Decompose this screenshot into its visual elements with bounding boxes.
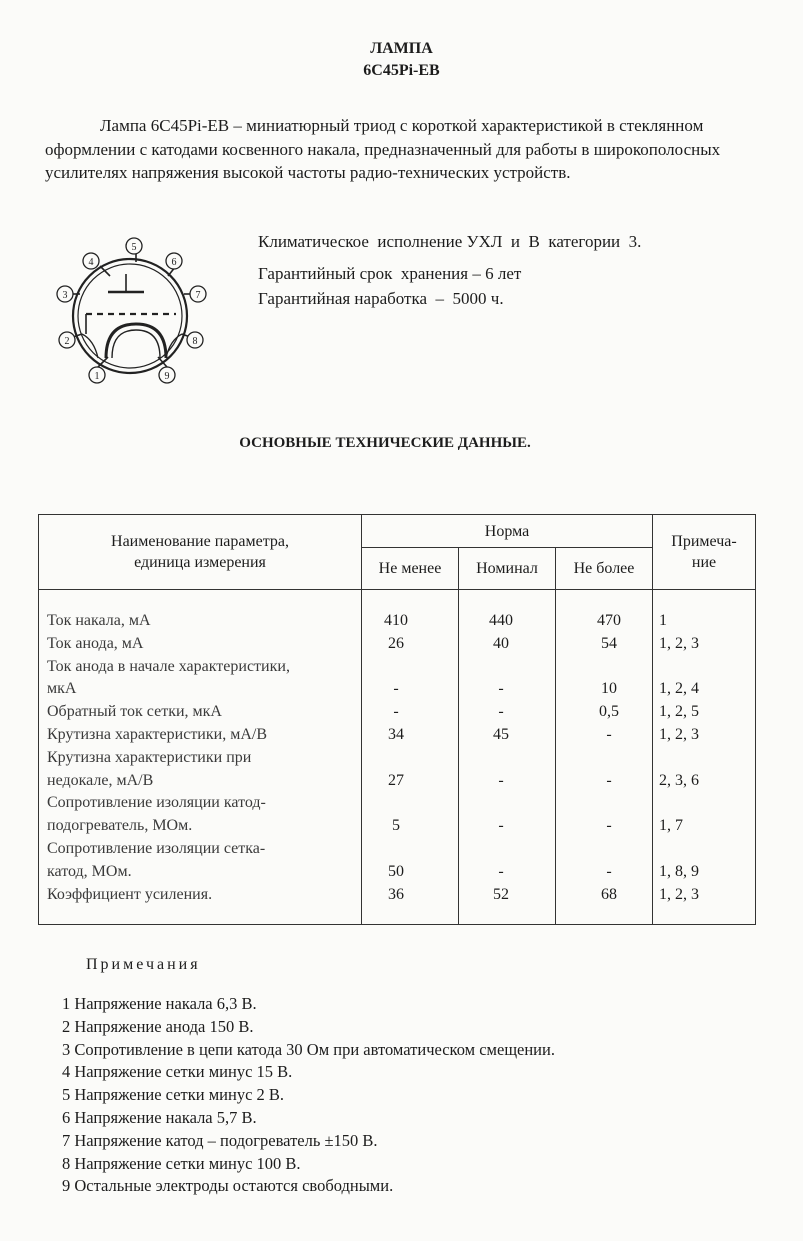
storage-info: Гарантийный срок хранения – 6 лет (258, 264, 522, 283)
max-value: - (606, 862, 612, 880)
max-column (556, 590, 653, 925)
pin-4-label: 4 (88, 257, 94, 268)
note-item: 1 Напряжение накала 6,3 В. (62, 994, 257, 1013)
spec-table (38, 514, 756, 925)
nom-value (459, 656, 555, 679)
pin-3-label: 3 (62, 290, 68, 301)
header-note-line1: Примеча- (671, 533, 737, 550)
document-title: ЛАМПА (370, 40, 433, 57)
param-line: катод, МОм. (47, 862, 132, 880)
min-value: 36 (388, 885, 404, 903)
note-item: 8 Напряжение сетки минус 100 В. (62, 1153, 301, 1173)
min-value: 410 (384, 612, 408, 629)
header-nom: Номинал (459, 548, 556, 590)
param-line: недокале, мА/В (47, 771, 154, 789)
nom-value (459, 792, 555, 815)
note-item: 4 Напряжение сетки минус 15 В. (62, 1062, 293, 1082)
note-ref (659, 656, 755, 679)
nom-value: - (498, 703, 504, 721)
header-min: Не менее (362, 548, 459, 590)
min-value: - (393, 680, 399, 698)
tube-pinout-diagram (48, 236, 213, 386)
notes-list (62, 993, 555, 1198)
max-value: 0,5 (599, 703, 619, 721)
param-line: Ток накала, мА (47, 612, 151, 629)
min-value: - (393, 703, 399, 721)
min-value (362, 747, 458, 770)
note-item: 2 Напряжение анода 150 В. (62, 1016, 254, 1036)
section-title: ОСНОВНЫЕ ТЕХНИЧЕСКИЕ ДАННЫЕ. (239, 435, 531, 451)
min-value: 27 (388, 771, 404, 789)
min-value: 5 (392, 817, 400, 835)
intro-paragraph (45, 114, 725, 185)
max-value (556, 747, 652, 770)
header-note-line2: ние (691, 554, 717, 571)
pin-6-label: 6 (171, 257, 177, 268)
param-line: Сопротивление изоляции катод- (47, 794, 266, 812)
note-ref: 1, 2, 3 (659, 634, 700, 652)
note-ref: 1, 2, 3 (659, 725, 700, 743)
tube-model: 6С45Pi-EB (363, 62, 440, 79)
max-value (556, 792, 652, 815)
note-item: 9 Остальные электроды остаются свободными. (62, 1176, 394, 1196)
note-item: 6 Напряжение накала 5,7 В. (62, 1107, 257, 1127)
param-line: Крутизна характеристики, мА/В (47, 725, 267, 743)
note-item: 3 Сопротивление в цепи катода 30 Ом при автоматическом смещении. (62, 1039, 555, 1059)
note-ref: 1, 2, 3 (659, 885, 700, 903)
max-value: 470 (597, 612, 621, 629)
min-value (362, 838, 458, 861)
notes-title: Примечания (86, 956, 201, 973)
note-ref: 1, 2, 4 (659, 680, 700, 698)
note-item: 7 Напряжение катод – подогреватель ±150 В. (62, 1130, 378, 1150)
pin-5-label: 5 (131, 242, 137, 253)
note-column (653, 590, 756, 925)
param-line: Ток анода, мА (47, 634, 144, 652)
nom-value (459, 838, 555, 861)
nom-value: - (498, 862, 504, 880)
intro-text: Лампа 6С45Pi-EB – миниатюрный триод с короткой характеристикой в стеклянном оформлении с катодами косвенного накала, предназначенный для работы в широкополосных усилителях напряжения высокой частоты радио-технических устройств. (45, 116, 721, 182)
max-value (556, 656, 652, 679)
nom-value: 440 (489, 612, 513, 629)
nom-value: 52 (493, 885, 509, 903)
param-line: Коэффициент усиления. (47, 885, 213, 903)
nom-value: - (498, 771, 504, 789)
pin-8-label: 8 (192, 336, 198, 347)
min-value: 50 (388, 862, 404, 880)
min-value: 26 (388, 634, 404, 652)
nom-value: - (498, 680, 504, 698)
note-ref: 1, 2, 5 (659, 703, 700, 721)
min-column (362, 590, 459, 925)
header-param-line1: Наименование параметра, (111, 533, 289, 550)
min-value: 34 (388, 725, 404, 743)
pin-1-label: 1 (94, 371, 100, 382)
pin-2-label: 2 (64, 336, 70, 347)
note-ref (659, 792, 755, 815)
note-ref: 1, 8, 9 (659, 862, 700, 880)
note-ref: 1, 7 (659, 817, 684, 835)
param-line: Крутизна характеристики при (47, 748, 252, 766)
param-line: подогреватель, МОм. (47, 817, 193, 835)
max-value: - (606, 771, 612, 789)
nom-value: 45 (493, 725, 509, 743)
param-column (39, 590, 362, 925)
nom-value (459, 747, 555, 770)
pin-7-label: 7 (195, 290, 201, 301)
note-ref: 1 (659, 612, 668, 629)
max-value: - (606, 817, 612, 835)
nom-value: - (498, 817, 504, 835)
max-value (556, 838, 652, 861)
header-max: Не более (556, 548, 653, 590)
param-line: мкА (47, 680, 77, 698)
note-ref (659, 838, 755, 861)
min-value (362, 792, 458, 815)
param-line: Обратный ток сетки, мкА (47, 703, 222, 721)
climate-info: Климатическое исполнение УХЛ и В категории 3. (258, 232, 642, 251)
note-ref (659, 747, 755, 770)
max-value: 10 (601, 680, 617, 698)
note-item: 5 Напряжение сетки минус 2 В. (62, 1085, 285, 1105)
header-param (39, 515, 362, 590)
max-value: 68 (601, 885, 617, 903)
param-line: Сопротивление изоляции сетка- (47, 839, 266, 857)
pin-9-label: 9 (164, 371, 170, 382)
max-value: 54 (601, 634, 617, 652)
runtime-info: Гарантийная наработка – 5000 ч. (258, 289, 504, 308)
nom-value: 40 (493, 634, 509, 652)
header-note (653, 515, 756, 590)
header-norm: Норма (362, 515, 653, 548)
nom-column (459, 590, 556, 925)
header-param-line2: единица измерения (134, 554, 266, 571)
max-value: - (606, 725, 612, 743)
param-line: Ток анода в начале характеристики, (47, 657, 290, 675)
note-ref: 2, 3, 6 (659, 771, 700, 789)
min-value (362, 656, 458, 679)
